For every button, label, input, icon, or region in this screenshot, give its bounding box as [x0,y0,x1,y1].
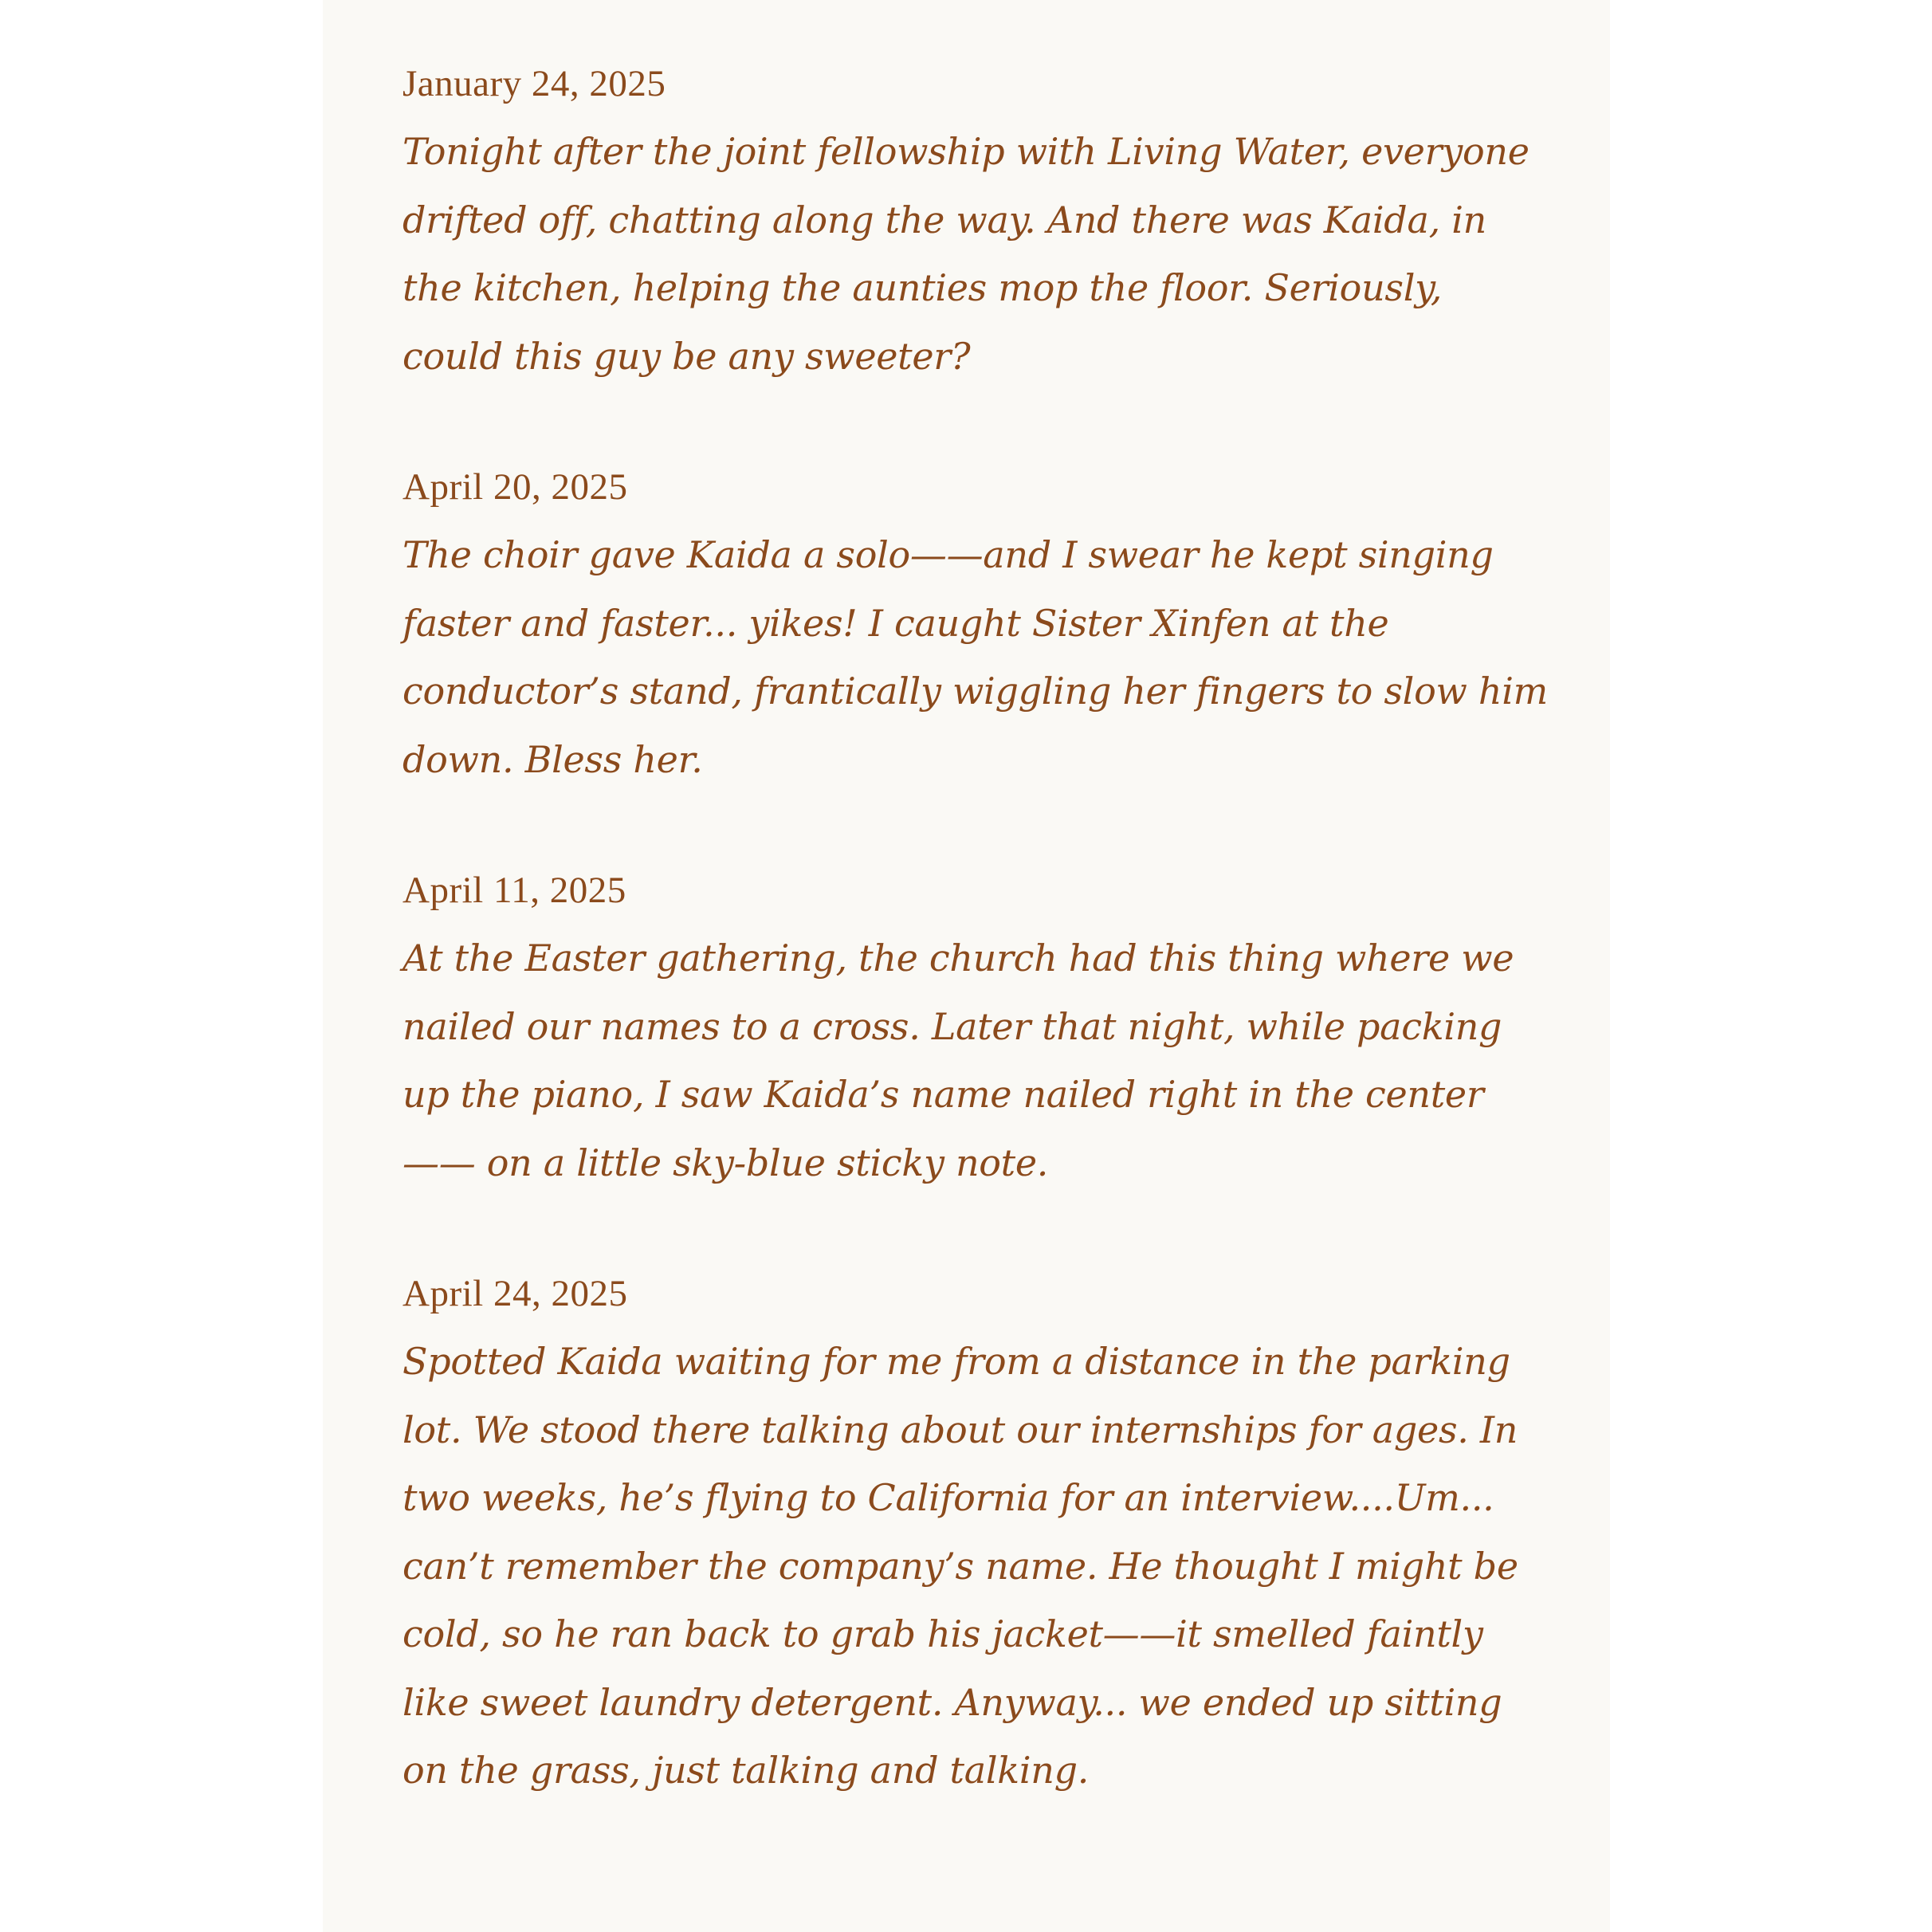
journal-entry [402,856,1550,1197]
journal-entry [402,453,1550,794]
entry-text: Tonight after the joint fellowship with Living Water, everyone drifted off, chatting along the way. And there was Kaida, in the kitchen, helping the aunties mop the floor. Seriously, could this guy be any sweeter? [402,130,1530,378]
entry-text: The choir gave Kaida a solo——and I swear he kept singing faster and faster... yikes! I caught Sister Xinfen at the conductor’s stand, frantically wiggling her fingers to slow him down. Bless her. [402,533,1548,781]
entry-date: April 11, 2025 [402,870,626,911]
entry-date: January 24, 2025 [402,63,666,104]
journal-entry [402,1259,1550,1805]
entry-text: At the Easter gathering, the church had this thing where we nailed our names to a cross. Later that night, while packing up the piano, I saw Kaida’s name nailed right in the center—— on a little sky-blue sticky note. [402,937,1514,1184]
journal-page [323,0,1610,1932]
journal-entries [402,49,1550,1867]
entry-date: April 20, 2025 [402,466,628,508]
entry-date: April 24, 2025 [402,1273,628,1314]
entry-text: Spotted Kaida waiting for me from a distance in the parking lot. We stood there talking about our internships for ages. In two weeks, he’s flying to California for an interview....Um... can’t remember the company’s name. He thought I might be cold, so he ran back to grab his jacket——it smelled faintly like sweet laundry detergent. Anyway... we ended up sitting on the grass, just talking and talking. [402,1340,1518,1792]
journal-entry [402,49,1550,391]
